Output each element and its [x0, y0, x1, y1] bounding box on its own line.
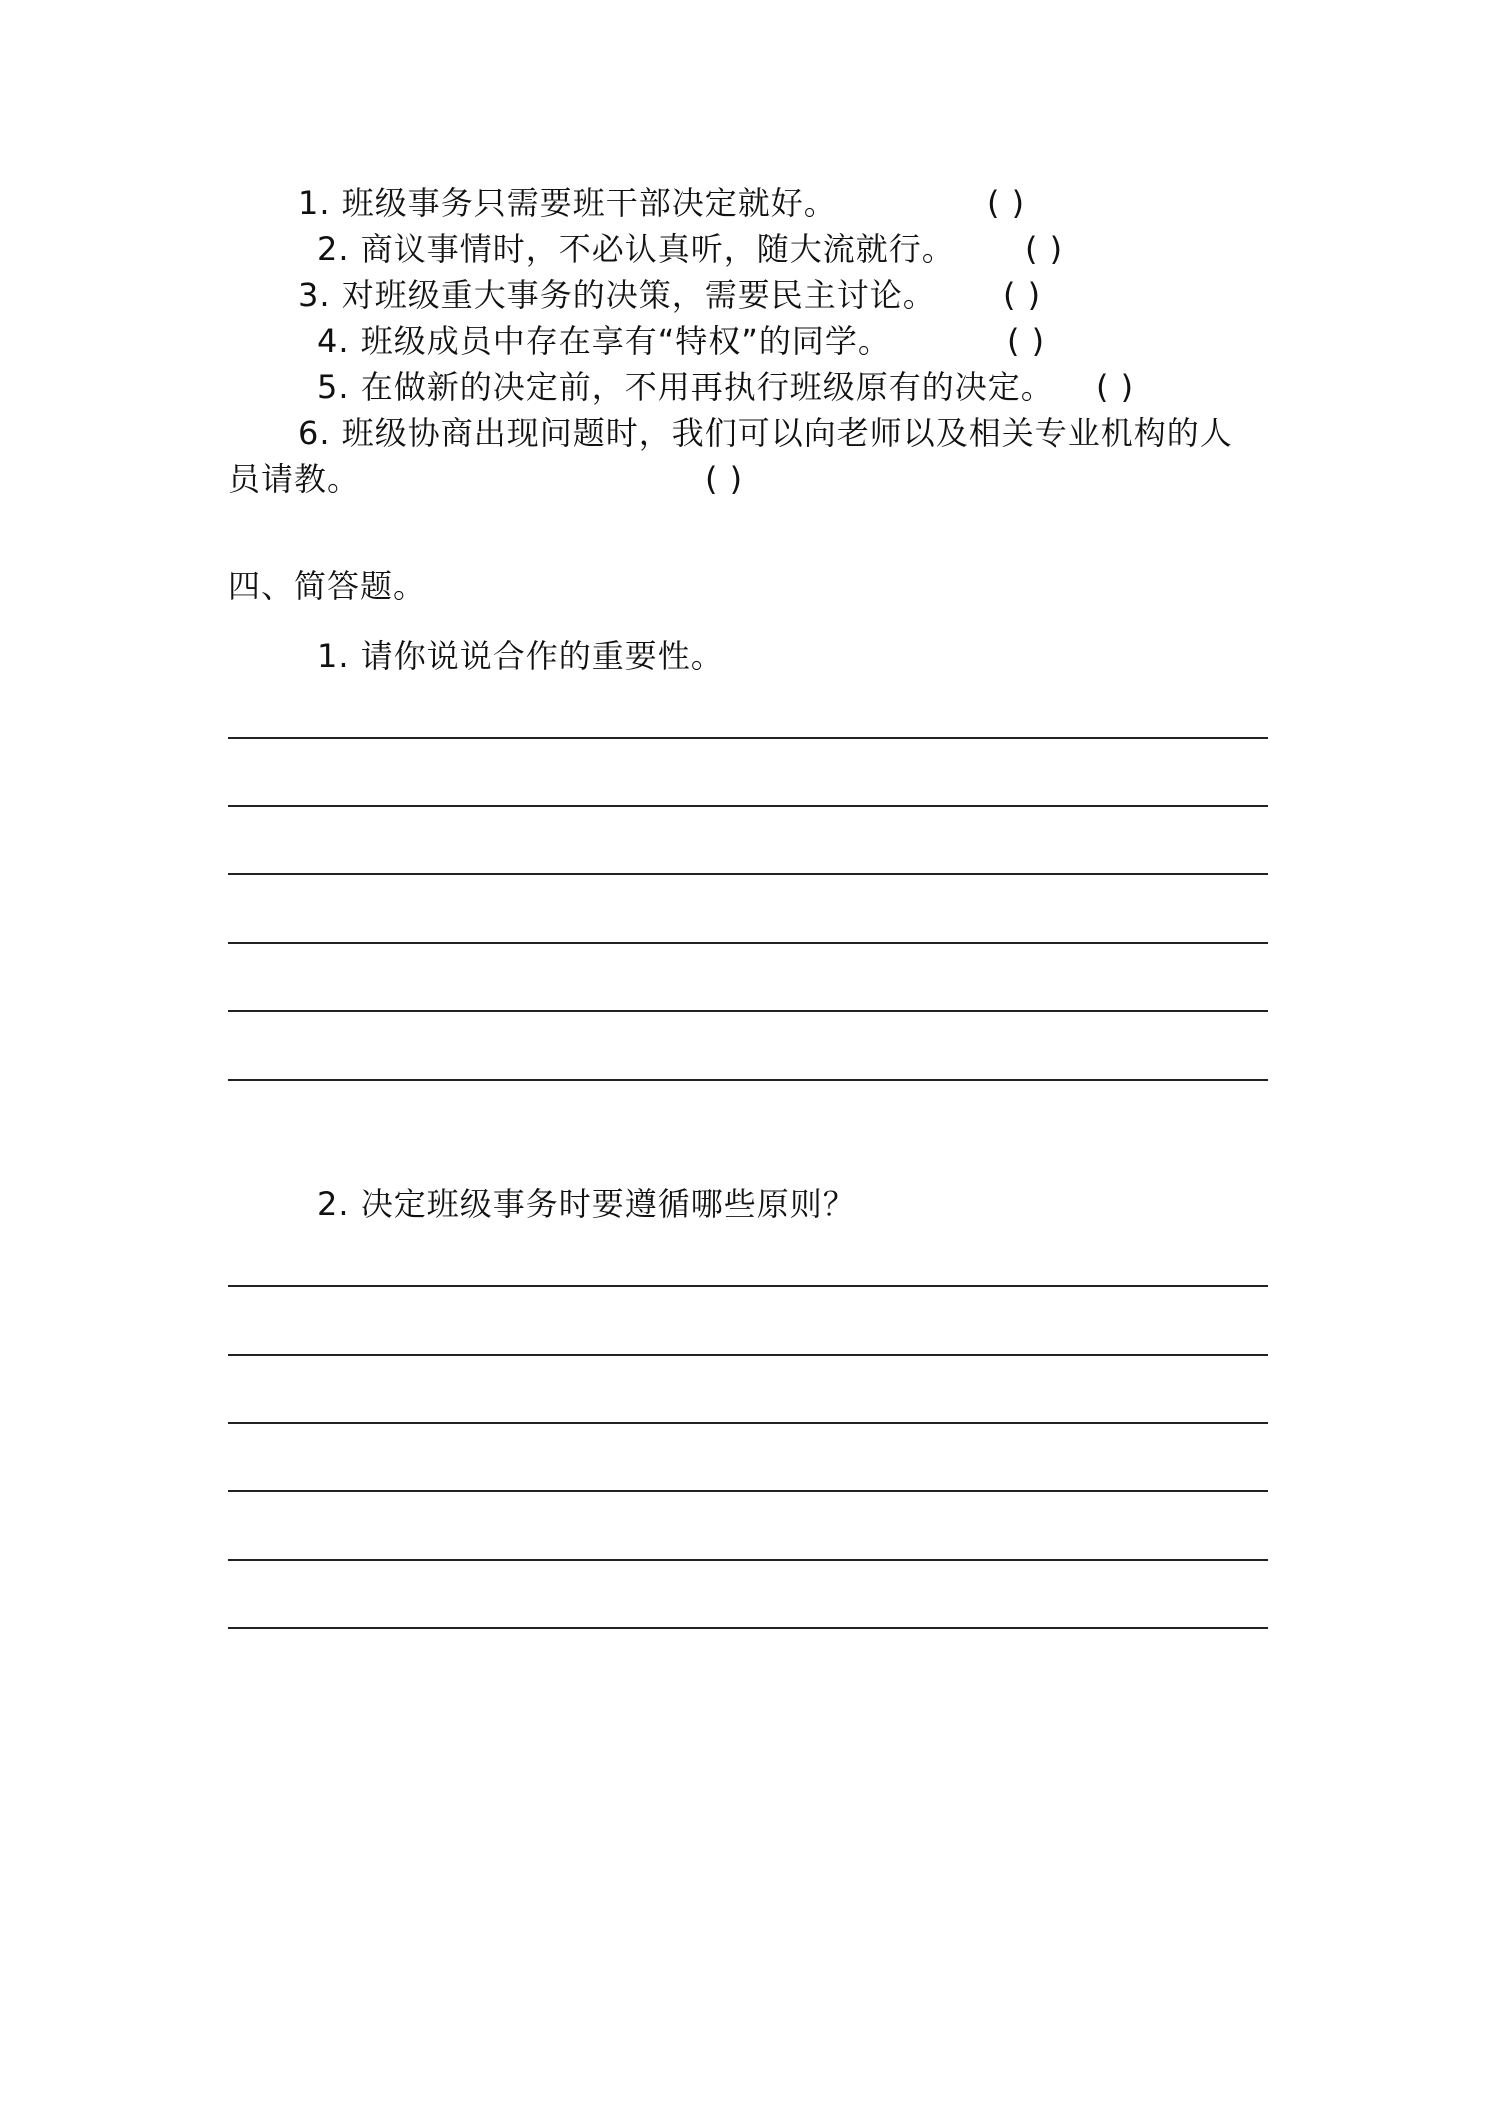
- answer-line: [228, 1559, 1268, 1561]
- answer-blank-4[interactable]: ( ): [1007, 322, 1046, 360]
- answer-line: [228, 1285, 1268, 1287]
- answer-line: [228, 1079, 1268, 1081]
- answer-line: [228, 737, 1268, 739]
- judgement-item-1: 1. 班级事务只需要班干部决定就好。: [298, 184, 837, 222]
- section-heading: 四、简答题。: [228, 567, 427, 605]
- answer-line: [228, 873, 1268, 875]
- question-1: 1. 请你说说合作的重要性。: [317, 637, 724, 675]
- answer-line: [228, 1627, 1268, 1629]
- answer-blank-2[interactable]: ( ): [1025, 230, 1064, 268]
- judgement-item-5: 5. 在做新的决定前，不用再执行班级原有的决定。: [317, 368, 1054, 406]
- answer-blank-1[interactable]: ( ): [987, 184, 1026, 222]
- answer-line: [228, 1010, 1268, 1012]
- judgement-item-6-line-1: 6. 班级协商出现问题时，我们可以向老师以及相关专业机构的人: [298, 414, 1233, 452]
- judgement-item-6-line-2: 员请教。: [228, 460, 361, 498]
- answer-line: [228, 1422, 1268, 1424]
- answer-line: [228, 805, 1268, 807]
- judgement-item-4: 4. 班级成员中存在享有“特权”的同学。: [317, 322, 891, 360]
- judgement-item-2: 2. 商议事情时，不必认真听，随大流就行。: [317, 230, 955, 268]
- answer-line: [228, 942, 1268, 944]
- answer-line: [228, 1490, 1268, 1492]
- judgement-item-3: 3. 对班级重大事务的决策，需要民主讨论。: [298, 276, 936, 314]
- answer-line: [228, 1354, 1268, 1356]
- answer-blank-5[interactable]: ( ): [1096, 368, 1135, 406]
- question-2: 2. 决定班级事务时要遵循哪些原则？: [317, 1185, 856, 1223]
- answer-blank-3[interactable]: ( ): [1003, 276, 1042, 314]
- answer-blank-6[interactable]: ( ): [705, 460, 744, 498]
